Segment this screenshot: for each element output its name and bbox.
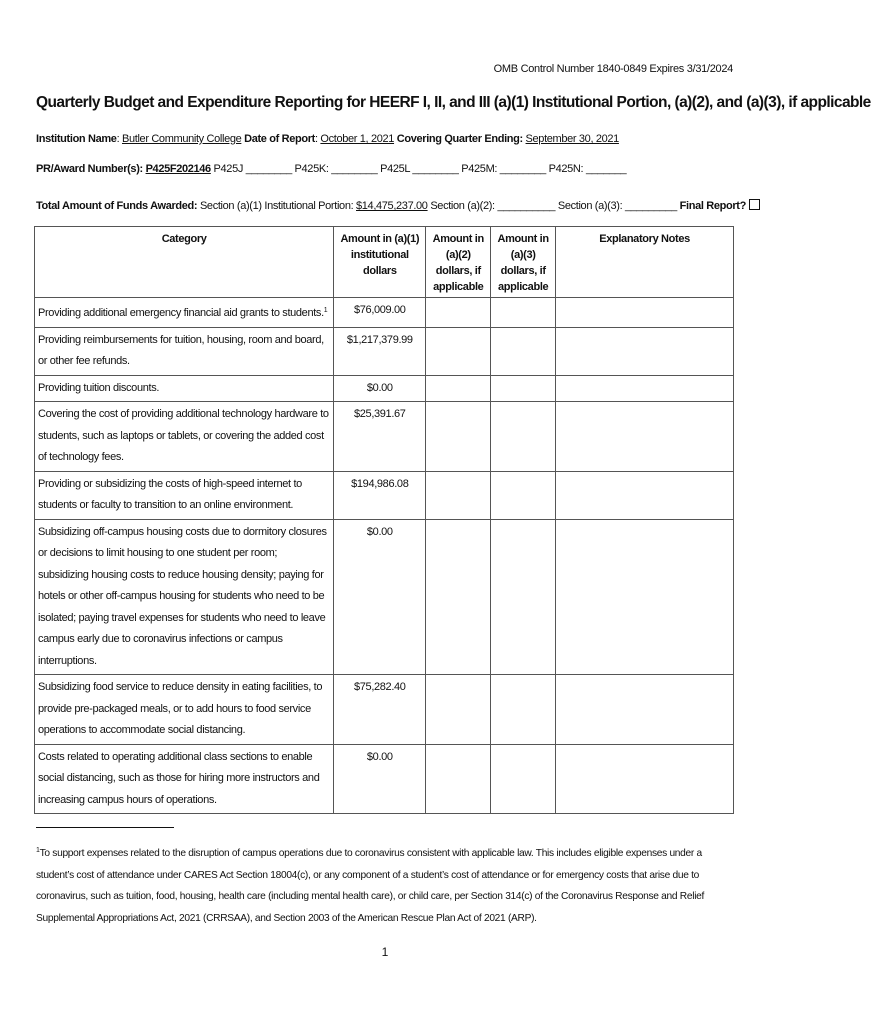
header-amount-a1: Amount in (a)(1) institutional dollars bbox=[334, 227, 426, 298]
page-title: Quarterly Budget and Expenditure Reporting for HEERF I, II, and III (a)(1) Institutional Portion, (a)(2), and (a)(3), if applicable bbox=[36, 94, 871, 111]
amount-a1-cell bbox=[334, 744, 426, 814]
amount-a3-cell bbox=[491, 519, 556, 675]
amount-a1-text: $76,009.00 bbox=[354, 304, 406, 316]
header-notes: Explanatory Notes bbox=[556, 227, 734, 298]
total-a1-value: $14,475,237.00 bbox=[356, 200, 428, 212]
notes-cell bbox=[556, 471, 734, 519]
category-text: Providing tuition discounts. bbox=[38, 381, 160, 394]
quarter-value: September 30, 2021 bbox=[525, 133, 619, 145]
total-rest: Section (a)(2): __________ Section (a)(3): _________ bbox=[430, 200, 677, 212]
category-text: Providing or subsidizing the costs of high-speed internet to students or faculty to transition to an online environment. bbox=[38, 477, 302, 511]
institution-label: Institution Name bbox=[36, 133, 117, 145]
omb-control-number: OMB Control Number 1840-0849 Expires 3/31/2024 bbox=[493, 63, 733, 75]
table-row bbox=[35, 327, 734, 375]
date-label: Date of Report bbox=[244, 133, 315, 145]
category-cell bbox=[35, 675, 334, 745]
category-cell bbox=[35, 519, 334, 675]
amount-a3-cell bbox=[491, 327, 556, 375]
institution-value: Butler Community College bbox=[122, 133, 242, 145]
amount-a1-text: $0.00 bbox=[366, 381, 393, 394]
amount-a2-cell bbox=[426, 375, 491, 402]
date-value: October 1, 2021 bbox=[320, 133, 395, 145]
total-label: Total Amount of Funds Awarded: bbox=[36, 200, 198, 212]
footnote-rule bbox=[36, 827, 174, 828]
header-amount-a3: Amount in (a)(3) dollars, if applicable bbox=[491, 227, 556, 298]
footnote-mark: 1 bbox=[36, 847, 40, 854]
amount-a3-cell bbox=[491, 402, 556, 472]
category-cell bbox=[35, 744, 334, 814]
table-row bbox=[35, 675, 734, 745]
notes-cell bbox=[556, 375, 734, 402]
category-text: Costs related to operating additional class sections to enable social distancing, such as those for hiring more instructors and increasing campus hours of operations. bbox=[38, 750, 320, 806]
total-a1-label: Section (a)(1) Institutional Portion: bbox=[199, 200, 354, 212]
footnote-text: To support expenses related to the disruption of campus operations due to coronavirus consistent with applicable law. This includes eligible expenses under a student’s cost of attendance under CARES Act Section 18004(c), or any component of a student’s cost of attendance or for emergency costs that arise due to coronavirus, such as tuition, food, housing, health care (including mental health care), or child care, per Section 314(c) of the Coronavirus Response and Relief Supplemental Appropriations Act, 2021 (CRRSAA), and Section 2003 of the American Rescue Plan Act of 2021 (ARP). bbox=[36, 848, 705, 924]
amount-a3-cell bbox=[491, 375, 556, 402]
notes-cell bbox=[556, 402, 734, 472]
table-row bbox=[35, 744, 734, 814]
amount-a2-cell bbox=[426, 744, 491, 814]
category-text: Subsidizing food service to reduce density in eating facilities, to provide pre-packaged meals, or to add hours to food service operations to accommodate social distancing. bbox=[38, 681, 323, 736]
amount-a3-cell bbox=[491, 744, 556, 814]
footnote-ref: 1 bbox=[323, 307, 328, 314]
category-text: Subsidizing off-campus housing costs due to dormitory closures or decisions to limit housing to one student per room; subsidizing housing costs to reduce housing density; paying for hotels or other off-campus housing for students who need to be isolated; paying travel expenses for students who need to leave campus early due to coronavirus infections or campus interruptions. bbox=[38, 525, 327, 667]
amount-a1-cell bbox=[334, 402, 426, 472]
amount-a2-cell bbox=[426, 675, 491, 745]
header-category: Category bbox=[35, 227, 334, 298]
award-rest: P425J ________ P425K: ________ P425L ________ P425M: ________ P425N: _______ bbox=[213, 163, 627, 175]
amount-a1-cell bbox=[334, 519, 426, 675]
institution-line: Institution Name: Butler Community College Date of Report: October 1, 2021 Covering Quarter Ending: September 30, 2021 bbox=[36, 133, 619, 145]
amount-a2-cell bbox=[426, 327, 491, 375]
category-text: Covering the cost of providing additional technology hardware to students, such as laptops or tablets, or covering the added cost of technology fees. bbox=[38, 408, 329, 463]
award-value: P425F202146 bbox=[145, 163, 211, 175]
final-report-checkbox[interactable] bbox=[749, 199, 760, 210]
notes-cell bbox=[556, 675, 734, 745]
award-label: PR/Award Number(s): bbox=[36, 163, 143, 175]
table-header-row bbox=[35, 227, 734, 298]
amount-a2-cell bbox=[426, 402, 491, 472]
amount-a2-cell bbox=[426, 519, 491, 675]
notes-cell bbox=[556, 327, 734, 375]
notes-cell bbox=[556, 744, 734, 814]
table-row bbox=[35, 519, 734, 675]
category-text: Providing additional emergency financial aid grants to students. bbox=[38, 307, 324, 319]
category-cell bbox=[35, 402, 334, 472]
amount-a3-cell bbox=[491, 471, 556, 519]
notes-cell bbox=[556, 519, 734, 675]
category-cell bbox=[35, 327, 334, 375]
table-row bbox=[35, 298, 734, 328]
notes-cell bbox=[556, 298, 734, 328]
amount-a2-cell bbox=[426, 471, 491, 519]
table-row bbox=[35, 471, 734, 519]
footnote bbox=[36, 840, 736, 929]
amount-a1-text: $194,986.08 bbox=[351, 477, 409, 490]
amount-a1-cell bbox=[334, 298, 426, 328]
award-line bbox=[36, 163, 626, 175]
amount-a1-cell bbox=[334, 327, 426, 375]
table-row bbox=[35, 402, 734, 472]
amount-a1-cell bbox=[334, 675, 426, 745]
category-cell bbox=[35, 375, 334, 402]
amount-a1-text: $1,217,379.99 bbox=[346, 333, 413, 346]
amount-a1-text: $0.00 bbox=[366, 525, 393, 538]
table-row bbox=[35, 375, 734, 402]
quarter-label: Covering Quarter Ending: bbox=[396, 133, 523, 145]
expenditure-table bbox=[34, 226, 734, 814]
category-cell bbox=[35, 471, 334, 519]
final-report-label: Final Report? bbox=[679, 200, 746, 212]
amount-a3-cell bbox=[491, 675, 556, 745]
page-number: 1 bbox=[381, 945, 389, 959]
total-funds-line bbox=[36, 199, 760, 212]
amount-a3-cell bbox=[491, 298, 556, 328]
amount-a1-text: $75,282.40 bbox=[354, 681, 406, 693]
category-text: Providing reimbursements for tuition, housing, room and board, or other fee refunds. bbox=[38, 333, 324, 367]
amount-a1-cell bbox=[334, 375, 426, 402]
amount-a1-text: $0.00 bbox=[366, 750, 393, 763]
header-amount-a2: Amount in (a)(2) dollars, if applicable bbox=[426, 227, 491, 298]
amount-a1-cell bbox=[334, 471, 426, 519]
amount-a1-text: $25,391.67 bbox=[354, 408, 406, 420]
category-cell bbox=[35, 298, 334, 328]
amount-a2-cell bbox=[426, 298, 491, 328]
